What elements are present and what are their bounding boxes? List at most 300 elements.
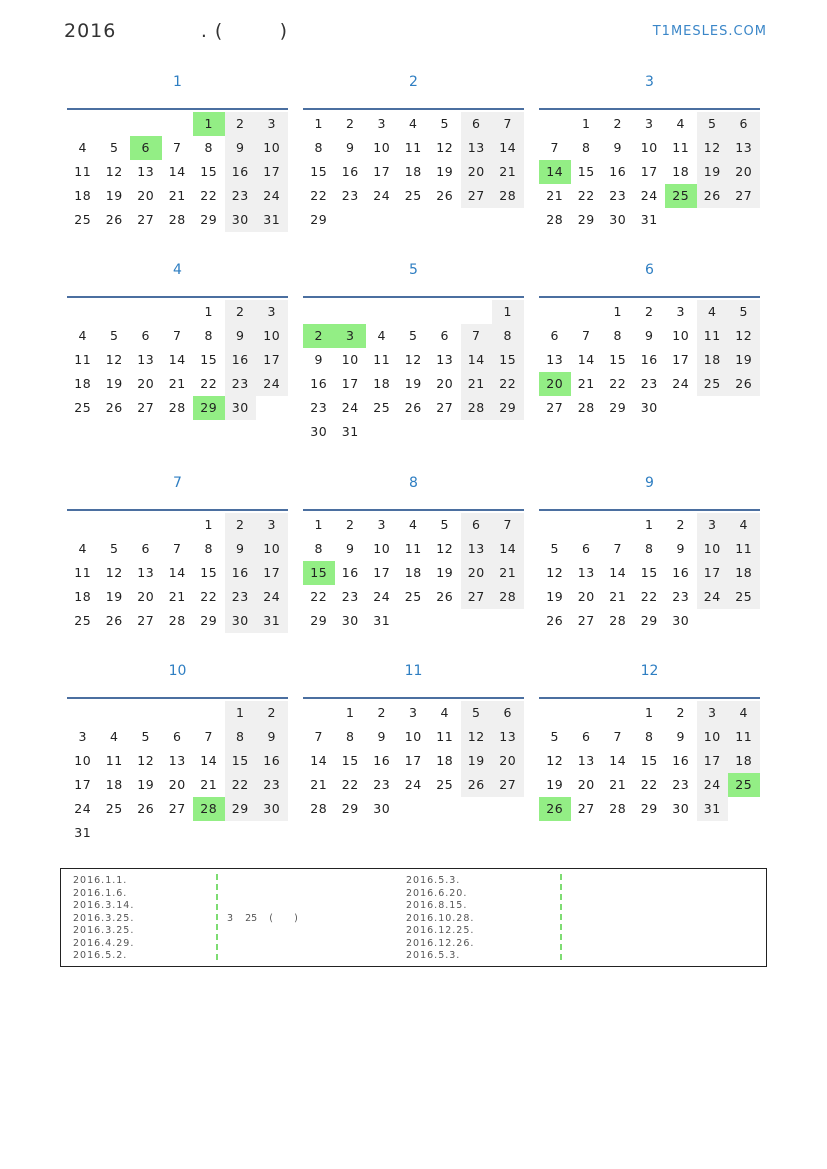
day-cell: 5 xyxy=(461,701,493,725)
week-row xyxy=(539,184,760,208)
legend-date: 2016.10.28. xyxy=(406,912,475,924)
day-cell: 12 xyxy=(728,324,760,348)
day-cell: 7 xyxy=(314,729,323,744)
holiday-cell: 26 xyxy=(539,797,571,821)
brand-link[interactable]: T1MESLES.COM xyxy=(652,24,767,39)
day-cell: 20 xyxy=(461,160,493,184)
day-cell: 11 xyxy=(74,565,92,580)
week-row xyxy=(539,160,760,184)
day-cell: 29 xyxy=(200,212,218,227)
week-row xyxy=(67,701,288,725)
day-cell: 10 xyxy=(373,541,391,556)
day-cell: 29 xyxy=(310,613,328,628)
day-cell: 22 xyxy=(310,589,328,604)
day-cell: 15 xyxy=(492,348,524,372)
day-cell: 3 xyxy=(256,513,288,537)
empty-cell xyxy=(366,208,398,232)
day-cell: 17 xyxy=(341,376,359,391)
day-cell: 24 xyxy=(697,773,729,797)
empty-cell xyxy=(461,208,493,232)
day-cell: 23 xyxy=(373,777,391,792)
empty-cell xyxy=(335,300,367,324)
day-cell: 1 xyxy=(582,116,591,131)
day-cell: 14 xyxy=(609,565,627,580)
day-cell: 13 xyxy=(137,565,155,580)
day-cell: 5 xyxy=(697,112,729,136)
day-cell: 22 xyxy=(609,376,627,391)
empty-cell xyxy=(728,797,760,821)
week-row xyxy=(539,112,760,136)
week-row xyxy=(539,208,760,232)
empty-cell xyxy=(492,609,524,633)
week-row xyxy=(539,324,760,348)
week-row xyxy=(539,725,760,749)
month-grid xyxy=(303,296,524,444)
empty-cell xyxy=(303,300,335,324)
day-cell: 21 xyxy=(609,777,627,792)
day-cell: 21 xyxy=(168,376,186,391)
day-cell: 28 xyxy=(492,585,524,609)
day-cell: 24 xyxy=(256,585,288,609)
day-cell: 11 xyxy=(728,537,760,561)
month-grid xyxy=(67,296,288,420)
day-cell: 9 xyxy=(613,140,622,155)
month-name: 2 xyxy=(409,74,418,90)
day-cell: 29 xyxy=(341,801,359,816)
day-cell: 10 xyxy=(341,352,359,367)
day-cell: 31 xyxy=(341,424,359,439)
day-cell: 20 xyxy=(577,777,595,792)
day-cell: 19 xyxy=(105,188,123,203)
day-cell: 29 xyxy=(492,396,524,420)
week-row xyxy=(539,136,760,160)
day-cell: 30 xyxy=(640,400,658,415)
day-cell: 8 xyxy=(613,328,622,343)
day-cell: 25 xyxy=(74,400,92,415)
day-cell: 15 xyxy=(341,753,359,768)
empty-cell xyxy=(130,701,162,725)
day-cell: 15 xyxy=(577,164,595,179)
day-cell: 20 xyxy=(492,749,524,773)
day-cell: 3 xyxy=(377,517,386,532)
day-cell: 21 xyxy=(577,376,595,391)
week-row xyxy=(539,513,760,537)
day-cell: 18 xyxy=(697,348,729,372)
month-name: 8 xyxy=(409,475,418,491)
week-row xyxy=(303,585,524,609)
week-row xyxy=(67,797,288,821)
empty-cell xyxy=(130,821,162,845)
week-row xyxy=(303,609,524,633)
month-name: 5 xyxy=(409,262,418,278)
day-cell: 26 xyxy=(461,773,493,797)
week-row xyxy=(303,136,524,160)
day-cell: 15 xyxy=(640,565,658,580)
day-cell: 20 xyxy=(137,376,155,391)
day-cell: 24 xyxy=(697,585,729,609)
month-name: 1 xyxy=(173,74,182,90)
day-cell: 28 xyxy=(492,184,524,208)
day-cell: 11 xyxy=(404,140,422,155)
day-cell: 27 xyxy=(577,613,595,628)
empty-cell xyxy=(162,300,194,324)
day-cell: 21 xyxy=(200,777,218,792)
day-cell: 5 xyxy=(728,300,760,324)
day-cell: 12 xyxy=(546,565,564,580)
day-cell: 21 xyxy=(492,561,524,585)
empty-cell xyxy=(665,396,697,420)
day-cell: 30 xyxy=(310,424,328,439)
week-row xyxy=(539,701,760,725)
day-cell: 14 xyxy=(310,753,328,768)
day-cell: 7 xyxy=(173,541,182,556)
day-cell: 8 xyxy=(346,729,355,744)
empty-cell xyxy=(571,300,603,324)
month-grid xyxy=(67,697,288,845)
month-grid xyxy=(303,697,524,821)
empty-cell xyxy=(67,300,99,324)
empty-cell xyxy=(99,513,131,537)
day-cell: 14 xyxy=(168,164,186,179)
day-cell: 1 xyxy=(204,304,213,319)
day-cell: 17 xyxy=(697,749,729,773)
day-cell: 25 xyxy=(436,777,454,792)
day-cell: 13 xyxy=(546,352,564,367)
week-row xyxy=(67,725,288,749)
day-cell: 3 xyxy=(377,116,386,131)
day-cell: 26 xyxy=(404,400,422,415)
day-cell: 29 xyxy=(640,613,658,628)
day-cell: 19 xyxy=(105,376,123,391)
legend-date: 2016.1.1. xyxy=(73,875,128,886)
day-cell: 19 xyxy=(461,749,493,773)
day-cell: 25 xyxy=(728,585,760,609)
week-row xyxy=(303,561,524,585)
day-cell: 4 xyxy=(78,140,87,155)
day-cell: 28 xyxy=(609,801,627,816)
holiday-cell: 6 xyxy=(130,136,162,160)
day-cell: 1 xyxy=(314,517,323,532)
day-cell: 11 xyxy=(373,352,391,367)
day-cell: 20 xyxy=(461,561,493,585)
empty-cell xyxy=(130,300,162,324)
day-cell: 15 xyxy=(310,164,328,179)
week-row xyxy=(303,701,524,725)
legend-right-dates xyxy=(406,875,474,963)
week-row xyxy=(539,300,760,324)
day-cell: 13 xyxy=(461,136,493,160)
week-row xyxy=(67,609,288,633)
day-cell: 26 xyxy=(137,801,155,816)
day-cell: 4 xyxy=(728,513,760,537)
day-cell: 20 xyxy=(168,777,186,792)
day-cell: 7 xyxy=(550,140,559,155)
day-cell: 5 xyxy=(440,116,449,131)
day-cell: 30 xyxy=(341,613,359,628)
week-row xyxy=(303,372,524,396)
legend-date: 2016.6.20. xyxy=(406,887,468,899)
day-cell: 27 xyxy=(436,400,454,415)
day-cell: 13 xyxy=(168,753,186,768)
day-cell: 6 xyxy=(141,541,150,556)
day-cell: 29 xyxy=(640,801,658,816)
day-cell: 3 xyxy=(256,112,288,136)
holiday-cell: 20 xyxy=(539,372,571,396)
day-cell: 29 xyxy=(609,400,627,415)
week-row xyxy=(303,797,524,821)
day-cell: 17 xyxy=(373,565,391,580)
holiday-legend xyxy=(60,868,767,967)
empty-cell xyxy=(99,821,131,845)
week-row xyxy=(303,420,524,444)
day-cell: 27 xyxy=(546,400,564,415)
day-cell: 26 xyxy=(728,372,760,396)
day-cell: 21 xyxy=(492,160,524,184)
day-cell: 10 xyxy=(74,753,92,768)
day-cell: 14 xyxy=(461,348,493,372)
week-row xyxy=(303,513,524,537)
day-cell: 23 xyxy=(672,777,690,792)
empty-cell xyxy=(398,609,430,633)
month-grid xyxy=(303,108,524,232)
empty-cell xyxy=(697,208,729,232)
day-cell: 27 xyxy=(137,212,155,227)
day-cell: 22 xyxy=(640,777,658,792)
day-cell: 22 xyxy=(200,188,218,203)
week-row xyxy=(539,537,760,561)
day-cell: 9 xyxy=(225,537,257,561)
day-cell: 26 xyxy=(697,184,729,208)
day-cell: 9 xyxy=(225,324,257,348)
day-cell: 22 xyxy=(310,188,328,203)
day-cell: 30 xyxy=(225,396,257,420)
empty-cell xyxy=(99,300,131,324)
day-cell: 30 xyxy=(373,801,391,816)
day-cell: 25 xyxy=(404,589,422,604)
day-cell: 12 xyxy=(404,352,422,367)
day-cell: 21 xyxy=(168,589,186,604)
empty-cell xyxy=(366,420,398,444)
legend-date: 2016.5.3. xyxy=(406,950,461,961)
day-cell: 26 xyxy=(546,613,564,628)
week-row xyxy=(67,561,288,585)
day-cell: 27 xyxy=(728,184,760,208)
week-row xyxy=(67,585,288,609)
day-cell: 3 xyxy=(409,705,418,720)
empty-cell xyxy=(67,112,99,136)
day-cell: 23 xyxy=(256,773,288,797)
day-cell: 28 xyxy=(168,212,186,227)
empty-cell xyxy=(429,300,461,324)
day-cell: 26 xyxy=(105,613,123,628)
day-cell: 18 xyxy=(672,164,690,179)
day-cell: 3 xyxy=(256,300,288,324)
week-row xyxy=(67,184,288,208)
day-cell: 5 xyxy=(141,729,150,744)
day-cell: 30 xyxy=(672,613,690,628)
month-name: 3 xyxy=(645,74,654,90)
day-cell: 13 xyxy=(492,725,524,749)
legend-date: 2016.3.25. xyxy=(73,925,135,936)
day-cell: 1 xyxy=(225,701,257,725)
week-row xyxy=(303,749,524,773)
holiday-cell: 15 xyxy=(303,561,335,585)
day-cell: 7 xyxy=(204,729,213,744)
day-cell: 19 xyxy=(105,589,123,604)
day-cell: 14 xyxy=(609,753,627,768)
day-cell: 3 xyxy=(697,513,729,537)
day-cell: 3 xyxy=(697,701,729,725)
holiday-cell: 2 xyxy=(303,324,335,348)
empty-cell xyxy=(429,420,461,444)
day-cell: 23 xyxy=(341,589,359,604)
day-cell: 7 xyxy=(492,513,524,537)
day-cell: 15 xyxy=(200,352,218,367)
day-cell: 10 xyxy=(256,537,288,561)
empty-cell xyxy=(539,112,571,136)
legend-date: 2016.3.25. xyxy=(73,912,135,924)
day-cell: 25 xyxy=(74,613,92,628)
holiday-cell: 28 xyxy=(193,797,225,821)
day-cell: 17 xyxy=(74,777,92,792)
day-cell: 4 xyxy=(697,300,729,324)
holiday-cell: 25 xyxy=(665,184,697,208)
day-cell: 7 xyxy=(461,324,493,348)
day-cell: 14 xyxy=(492,537,524,561)
week-row xyxy=(67,324,288,348)
day-cell: 9 xyxy=(377,729,386,744)
week-row xyxy=(67,773,288,797)
day-cell: 26 xyxy=(436,589,454,604)
day-cell: 2 xyxy=(645,304,654,319)
day-cell: 9 xyxy=(225,136,257,160)
week-row xyxy=(67,208,288,232)
day-cell: 9 xyxy=(314,352,323,367)
day-cell: 18 xyxy=(74,589,92,604)
empty-cell xyxy=(571,513,603,537)
empty-cell xyxy=(728,208,760,232)
day-cell: 21 xyxy=(609,589,627,604)
week-row xyxy=(303,725,524,749)
day-cell: 29 xyxy=(200,613,218,628)
day-cell: 12 xyxy=(137,753,155,768)
day-cell: 4 xyxy=(409,517,418,532)
day-cell: 25 xyxy=(697,372,729,396)
week-row xyxy=(303,537,524,561)
day-cell: 19 xyxy=(404,376,422,391)
legend-date: 2016.12.25. xyxy=(406,925,475,936)
day-cell: 24 xyxy=(404,777,422,792)
empty-cell xyxy=(539,513,571,537)
day-cell: 7 xyxy=(582,328,591,343)
week-row xyxy=(303,300,524,324)
week-row xyxy=(67,348,288,372)
empty-cell xyxy=(256,396,288,420)
month-name: 11 xyxy=(404,663,423,679)
day-cell: 7 xyxy=(492,112,524,136)
day-cell: 8 xyxy=(645,541,654,556)
day-cell: 14 xyxy=(168,352,186,367)
day-cell: 24 xyxy=(256,184,288,208)
day-cell: 8 xyxy=(204,541,213,556)
legend-date: 2016.12.26. xyxy=(406,937,475,949)
day-cell: 2 xyxy=(225,112,257,136)
day-cell: 4 xyxy=(377,328,386,343)
empty-cell xyxy=(429,208,461,232)
empty-cell xyxy=(461,797,493,821)
day-cell: 16 xyxy=(672,565,690,580)
day-cell: 19 xyxy=(697,160,729,184)
day-cell: 24 xyxy=(373,188,391,203)
legend-divider xyxy=(560,874,562,960)
day-cell: 5 xyxy=(440,517,449,532)
empty-cell xyxy=(492,208,524,232)
day-cell: 6 xyxy=(440,328,449,343)
day-cell: 2 xyxy=(346,116,355,131)
day-cell: 16 xyxy=(225,348,257,372)
day-cell: 28 xyxy=(310,801,328,816)
day-cell: 22 xyxy=(200,376,218,391)
day-cell: 2 xyxy=(256,701,288,725)
day-cell: 26 xyxy=(105,400,123,415)
day-cell: 23 xyxy=(310,400,328,415)
day-cell: 17 xyxy=(640,164,658,179)
week-row xyxy=(539,773,760,797)
day-cell: 11 xyxy=(74,164,92,179)
day-cell: 30 xyxy=(609,212,627,227)
day-cell: 8 xyxy=(225,725,257,749)
day-cell: 6 xyxy=(492,701,524,725)
legend-date: 2016.8.15. xyxy=(406,900,468,911)
day-cell: 10 xyxy=(256,324,288,348)
day-cell: 31 xyxy=(697,797,729,821)
day-cell: 12 xyxy=(105,352,123,367)
day-cell: 11 xyxy=(728,725,760,749)
holiday-cell: 29 xyxy=(193,396,225,420)
day-cell: 26 xyxy=(105,212,123,227)
month-grid xyxy=(539,697,760,821)
day-cell: 19 xyxy=(436,565,454,580)
day-cell: 14 xyxy=(492,136,524,160)
day-cell: 26 xyxy=(436,188,454,203)
day-cell: 27 xyxy=(492,773,524,797)
day-cell: 6 xyxy=(461,513,493,537)
empty-cell xyxy=(492,797,524,821)
week-row xyxy=(303,348,524,372)
empty-cell xyxy=(256,821,288,845)
empty-cell xyxy=(429,797,461,821)
empty-cell xyxy=(162,701,194,725)
day-cell: 20 xyxy=(137,589,155,604)
empty-cell xyxy=(162,821,194,845)
day-cell: 2 xyxy=(676,517,685,532)
day-cell: 12 xyxy=(697,136,729,160)
day-cell: 5 xyxy=(110,328,119,343)
day-cell: 23 xyxy=(225,585,257,609)
week-row xyxy=(67,396,288,420)
month-name: 6 xyxy=(645,262,654,278)
legend-date: 2016.1.6. xyxy=(73,887,128,899)
day-cell: 23 xyxy=(640,376,658,391)
day-cell: 18 xyxy=(436,753,454,768)
day-cell: 11 xyxy=(436,729,454,744)
legend-note: 3 25 ( ) xyxy=(227,913,298,924)
empty-cell xyxy=(398,420,430,444)
day-cell: 9 xyxy=(346,140,355,155)
day-cell: 28 xyxy=(546,212,564,227)
day-cell: 5 xyxy=(110,541,119,556)
week-row xyxy=(67,537,288,561)
